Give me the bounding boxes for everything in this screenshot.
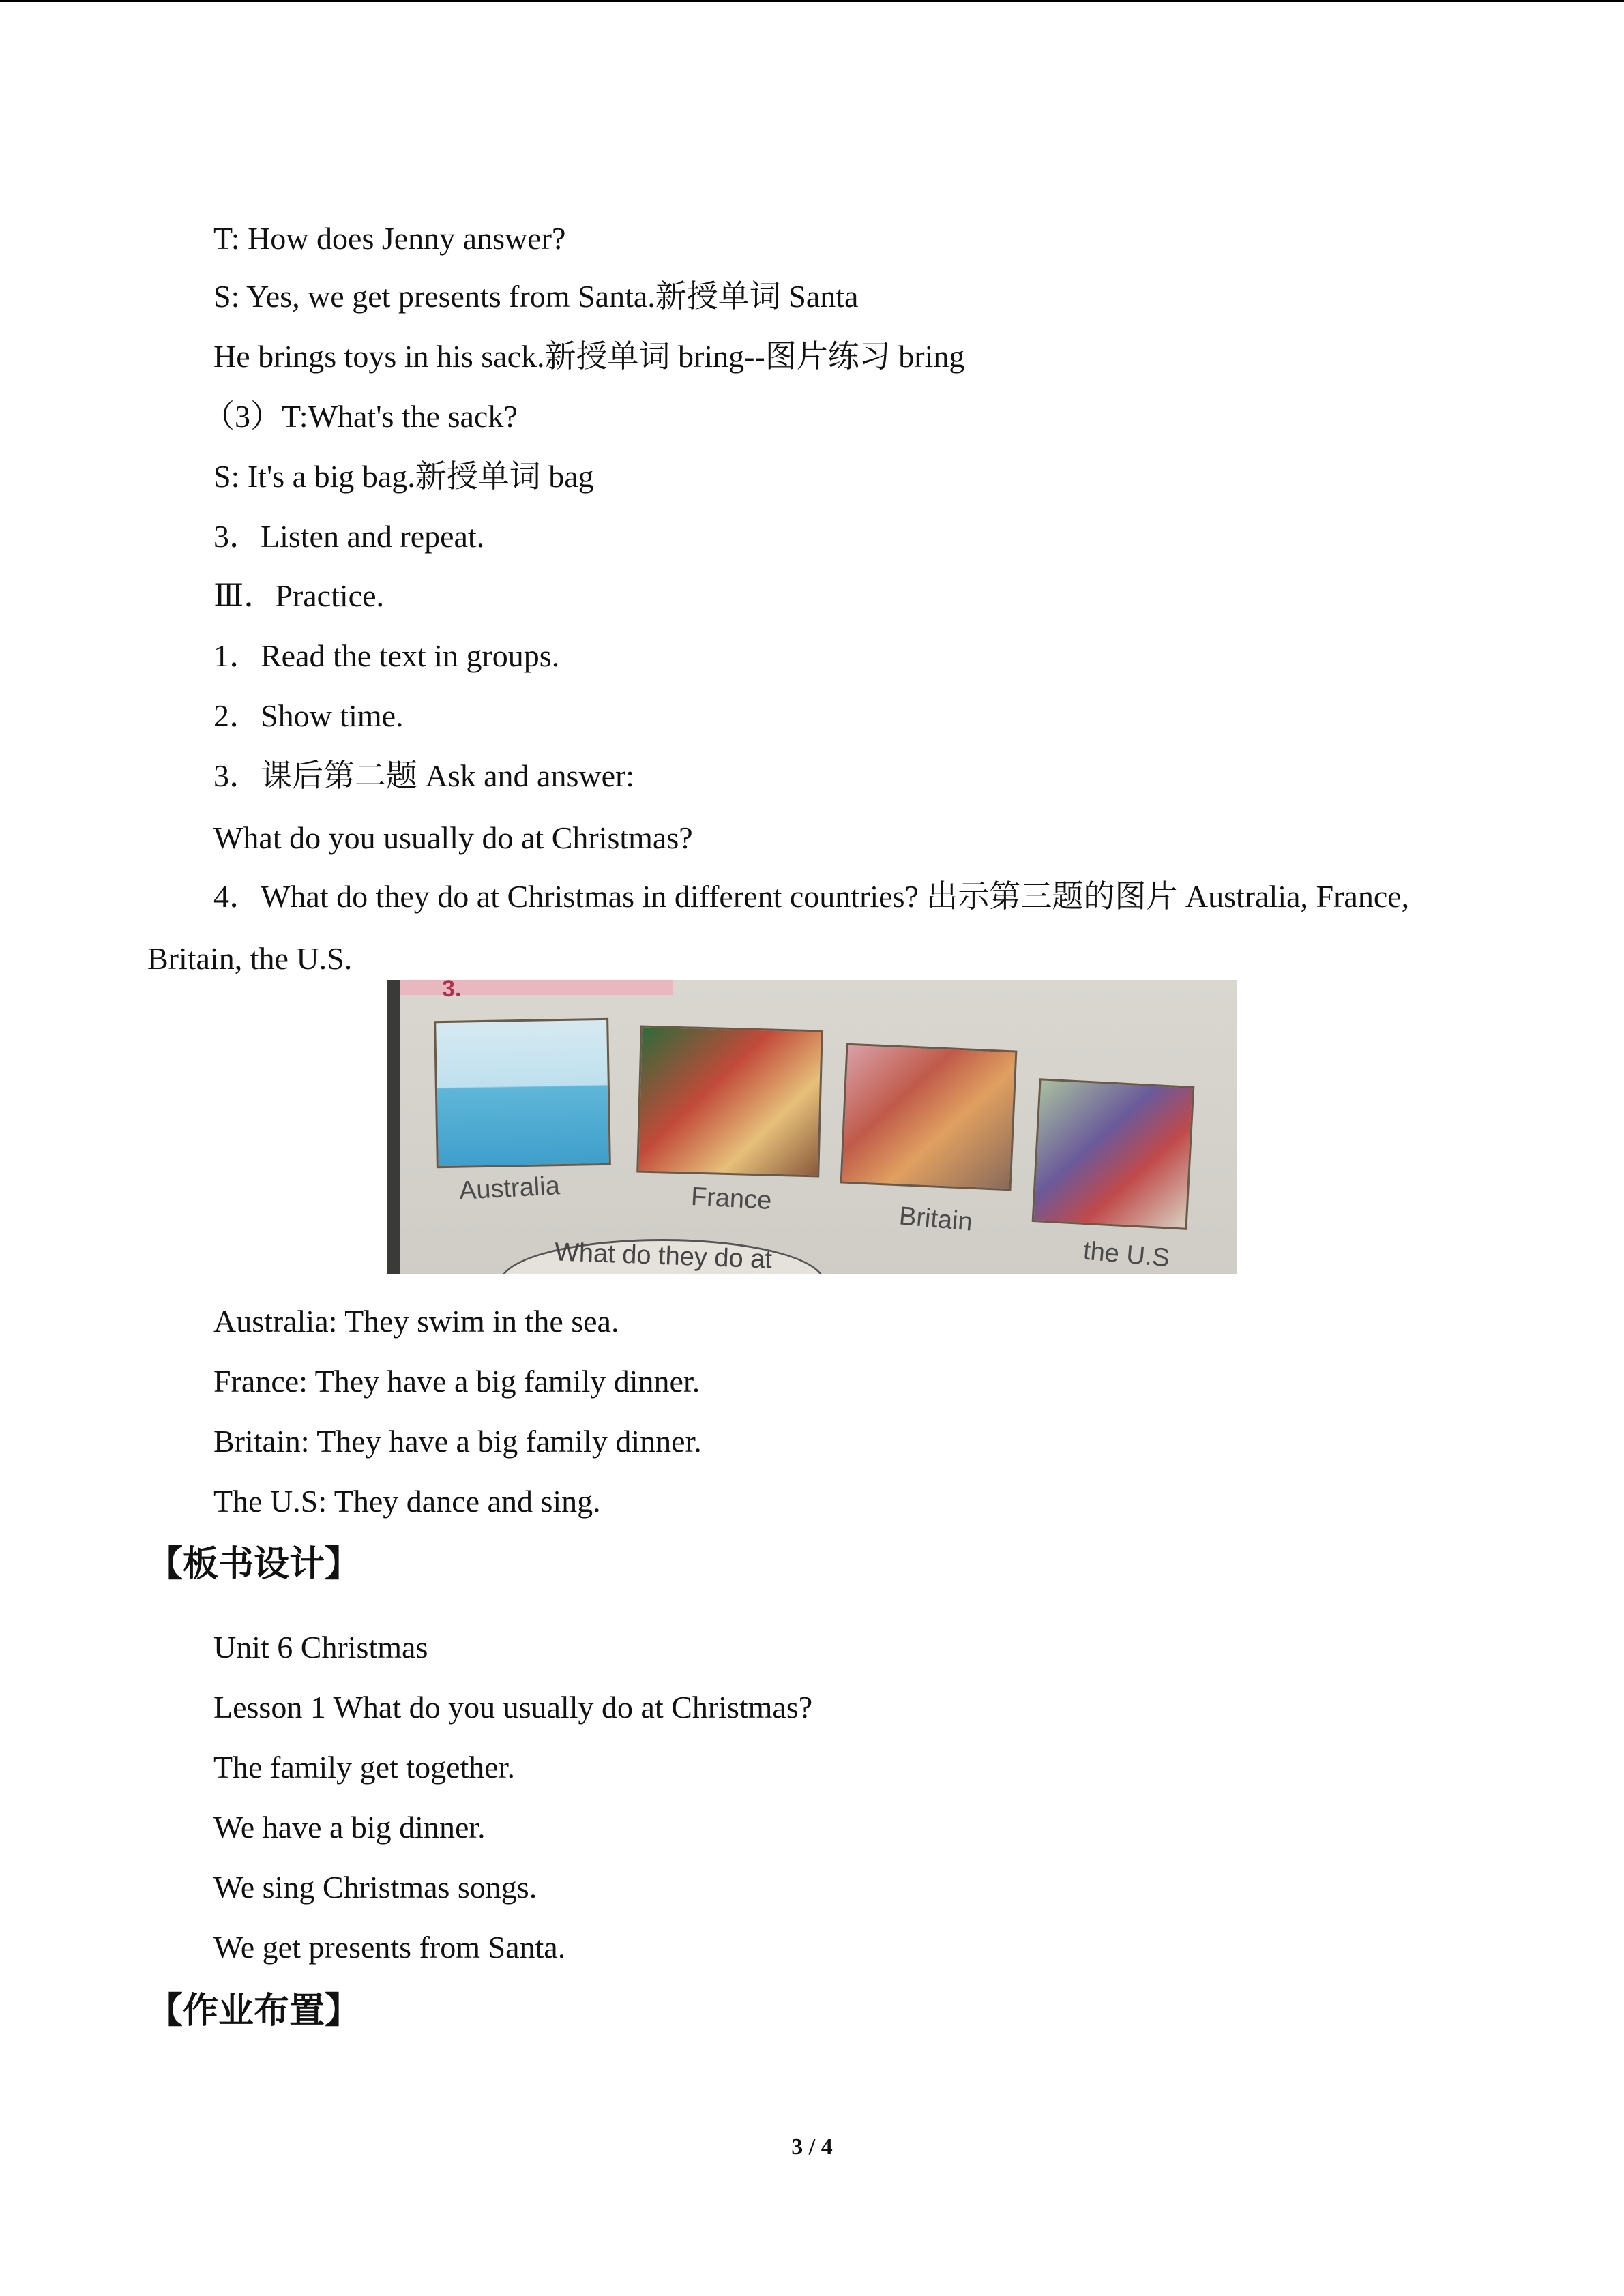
board-line: Lesson 1 What do you usually do at Christmas? xyxy=(213,1690,813,1725)
board-line: We have a big dinner. xyxy=(213,1810,486,1845)
britain-picture xyxy=(840,1043,1018,1191)
text-line: （3）T:What's the sack? xyxy=(203,399,518,434)
section-mark: 3. xyxy=(442,980,462,1002)
book-spine xyxy=(387,980,400,1274)
caption-us: the U.S xyxy=(1082,1236,1171,1273)
board-line: Unit 6 Christmas xyxy=(213,1630,428,1665)
caption-france: France xyxy=(690,1182,773,1216)
oval-text: What do they do at xyxy=(554,1238,773,1274)
text-line: France: They have a big family dinner. xyxy=(213,1364,700,1399)
text-line: Britain, the U.S. xyxy=(147,941,353,976)
text-line: The U.S: They dance and sing. xyxy=(213,1484,601,1519)
text-line: 3．课后第二题 Ask and answer: xyxy=(213,758,635,793)
board-line: We get presents from Santa. xyxy=(213,1930,566,1965)
board-line: The family get together. xyxy=(213,1750,515,1785)
text-line: He brings toys in his sack.新授单词 bring--图片练习 bring xyxy=(213,339,965,374)
caption-australia: Australia xyxy=(458,1172,561,1206)
text-line: 3．Listen and repeat. xyxy=(213,519,485,554)
homework-heading: 【作业布置】 xyxy=(147,1991,361,2031)
text-line: What do you usually do at Christmas? xyxy=(213,820,693,855)
board-design-heading: 【板书设计】 xyxy=(147,1544,361,1585)
us-picture xyxy=(1032,1078,1195,1230)
board-line: We sing Christmas songs. xyxy=(213,1870,537,1905)
text-line: 2．Show time. xyxy=(213,698,404,733)
australia-picture xyxy=(434,1018,611,1168)
text-line: 4．What do they do at Christmas in different countries? 出示第三题的图片 Australia, France, xyxy=(213,879,1410,914)
text-line: Ⅲ．Practice. xyxy=(213,578,384,613)
section-header-strip xyxy=(400,980,673,995)
page-number: 3 / 4 xyxy=(791,2134,833,2160)
top-rule xyxy=(0,0,1624,2)
caption-britain: Britain xyxy=(898,1202,974,1237)
text-line: Australia: They swim in the sea. xyxy=(213,1304,619,1339)
france-picture xyxy=(636,1026,823,1178)
text-line: S: It's a big bag.新授单词 bag xyxy=(213,459,594,494)
textbook-illustration xyxy=(387,980,1237,1274)
text-line: 1．Read the text in groups. xyxy=(213,638,560,673)
text-line: T: How does Jenny answer? xyxy=(213,221,566,256)
text-line: S: Yes, we get presents from Santa.新授单词 Santa xyxy=(213,279,859,314)
text-line: Britain: They have a big family dinner. xyxy=(213,1424,702,1459)
